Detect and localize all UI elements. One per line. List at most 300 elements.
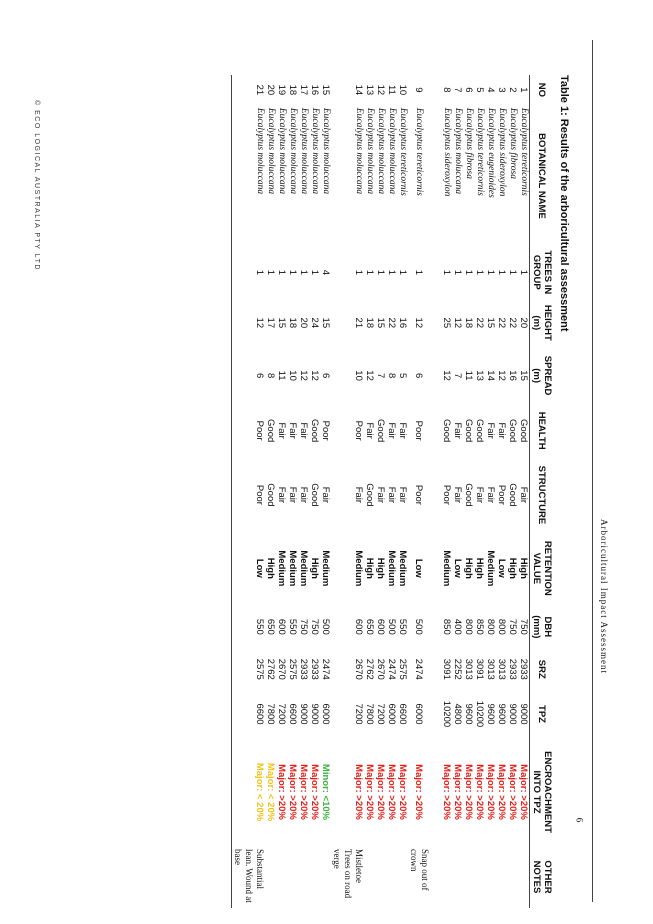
cell-tpz: 9600 [485, 703, 496, 725]
table-row [232, 75, 266, 908]
cell-srz: 2575 [287, 658, 298, 680]
cell-srz: 3013 [463, 658, 474, 680]
cell-group: 1 [364, 269, 375, 275]
cell-name: Eucalyptus moluccana [354, 107, 364, 195]
cell-group: 1 [413, 269, 425, 275]
cell-tpz [331, 690, 353, 738]
cell-structure: Fair [397, 486, 408, 504]
cell-srz: 2670 [353, 658, 364, 680]
cell-group: 1 [265, 269, 276, 275]
cell-enc: Major: >20% [287, 764, 298, 820]
cell-name: Eucalyptus moluccana [266, 107, 276, 195]
cell-health: Fair [276, 422, 287, 439]
cell-tpz: 6600 [397, 703, 408, 725]
cell-tpz: 6000 [413, 703, 425, 725]
col-retention: RETENTION VALUE [530, 532, 555, 605]
cell-srz: 2933 [309, 658, 320, 680]
cell-spread: 12 [496, 370, 507, 381]
table-row [287, 75, 298, 908]
cell-group: 4 [320, 269, 331, 275]
cell-dbh: 650 [265, 618, 276, 635]
cell-retention: Low [413, 558, 425, 578]
cell-notes [375, 846, 386, 908]
cell-no: 7 [452, 87, 463, 93]
cell-structure: Good [507, 483, 518, 507]
cell-dbh: 500 [320, 618, 331, 635]
cell-health: Fair [298, 422, 309, 439]
cell-dbh: 650 [364, 618, 375, 635]
cell-dbh: 600 [353, 618, 364, 635]
table-row [507, 75, 518, 908]
table-row [452, 75, 463, 908]
cell-structure: Fair [518, 486, 529, 504]
cell-retention: Medium [298, 550, 309, 587]
cell-enc: Major: >20% [276, 764, 287, 820]
cell-group: 1 [375, 269, 386, 275]
cell-retention: Medium [353, 550, 364, 587]
col-srz: SRZ [530, 649, 555, 690]
cell-health: Fair [485, 422, 496, 439]
cell-enc: Major: >20% [507, 764, 518, 820]
table-row [518, 75, 530, 908]
cell-notes [309, 846, 320, 908]
cell-dbh: 800 [496, 618, 507, 635]
cell-no: 8 [441, 87, 452, 93]
cell-tpz: 6000 [320, 703, 331, 725]
cell-tpz: 6600 [287, 703, 298, 725]
cell-name: Eucalyptus moluccana [365, 107, 375, 195]
cell-name: Eucalyptus moluccana [453, 107, 463, 195]
cell-dbh: 850 [474, 618, 485, 635]
cell-health: Good [441, 419, 452, 443]
cell-tpz: 9600 [496, 703, 507, 725]
cell-notes [320, 846, 331, 908]
table-row [276, 75, 287, 908]
cell-notes [276, 846, 287, 908]
cell-height: 22 [496, 317, 507, 329]
cell-no: 15 [320, 84, 331, 96]
cell-height: 12 [232, 298, 266, 348]
cell-srz [331, 649, 353, 690]
cell-enc: Major: >20% [364, 764, 375, 820]
col-height: HEIGHT (m) [530, 298, 555, 348]
cell-notes [397, 846, 408, 908]
cell-notes [452, 846, 463, 908]
cell-name: Eucalyptus moluccana [310, 107, 320, 195]
cell-dbh: 750 [518, 618, 529, 635]
cell-spread: 11 [276, 370, 287, 381]
cell-tpz [430, 690, 441, 738]
cell-height: 17 [265, 317, 276, 329]
cell-height: 22 [474, 317, 485, 329]
cell-height: 21 [353, 317, 364, 329]
cell-spread: 12 [298, 370, 309, 381]
cell-tpz: 7200 [375, 703, 386, 725]
cell-height: 22 [386, 317, 397, 329]
cell-notes [496, 846, 507, 908]
cell-structure: Fair [386, 486, 397, 504]
cell-structure: Fair [276, 486, 287, 504]
cell-spread: 14 [485, 370, 496, 381]
cell-srz: 2252 [452, 658, 463, 680]
cell-enc [430, 738, 441, 846]
cell-group: 1 [298, 269, 309, 275]
cell-no: 20 [265, 84, 276, 96]
cell-height: 12 [413, 317, 425, 329]
cell-group: 1 [276, 269, 287, 275]
col-other-notes: OTHER NOTES [530, 846, 555, 908]
cell-group: 1 [441, 269, 452, 275]
cell-notes [507, 846, 518, 908]
cell-retention: Medium [276, 550, 287, 587]
cell-group: 1 [232, 247, 266, 297]
table-row [386, 75, 397, 908]
cell-height: 15 [320, 317, 331, 329]
cell-group: 1 [386, 269, 397, 275]
cell-tpz: 9600 [463, 703, 474, 725]
cell-dbh: 750 [507, 618, 518, 635]
cell-no: 1 [518, 87, 529, 93]
cell-notes [485, 846, 496, 908]
cell-dbh: 600 [375, 618, 386, 635]
cell-height [331, 298, 353, 348]
cell-tpz: 7800 [364, 703, 375, 725]
cell-tpz: 7800 [265, 703, 276, 725]
cell-name: Eucalyptus moluccana [387, 107, 397, 195]
cell-group: 1 [309, 269, 320, 275]
cell-structure: Fair [474, 486, 485, 504]
cell-spread: 10 [353, 370, 364, 381]
cell-notes: Mistletoe [354, 848, 364, 883]
table-row [441, 75, 452, 908]
cell-notes [474, 846, 485, 908]
cell-health: Fair [386, 422, 397, 439]
cell-no: 17 [298, 84, 309, 96]
table-header-row [530, 75, 555, 908]
cell-spread: 7 [452, 372, 463, 379]
cell-structure: Fair [287, 486, 298, 504]
cell-srz: 2575 [232, 649, 266, 690]
cell-health: Poor [232, 403, 266, 458]
cell-spread: 6 [320, 372, 331, 379]
cell-height: 20 [518, 317, 529, 329]
cell-dbh: 600 [276, 618, 287, 635]
cell-enc: Major: < 20% [232, 738, 266, 846]
cell-enc: Major: >20% [375, 764, 386, 820]
cell-retention [430, 532, 441, 605]
cell-dbh: 400 [452, 618, 463, 635]
cell-height: 16 [397, 317, 408, 329]
cell-retention: High [375, 557, 386, 579]
cell-enc: Major: >20% [452, 764, 463, 820]
cell-dbh: 500 [386, 618, 397, 635]
col-trees-in-group: TREES IN GROUP [530, 247, 555, 297]
cell-height: 20 [298, 317, 309, 329]
cell-structure: Good [463, 483, 474, 507]
cell-height [430, 298, 441, 348]
cell-notes [364, 846, 375, 908]
cell-retention: Low [452, 558, 463, 578]
cell-structure [331, 458, 353, 531]
cell-group: 1 [452, 269, 463, 275]
cell-enc: Major: >20% [413, 764, 425, 820]
cell-health: Fair [287, 422, 298, 439]
cell-spread: 15 [518, 370, 529, 381]
cell-notes: Substantial lean. Wound at base [232, 846, 266, 908]
cell-structure: Good [364, 483, 375, 507]
cell-structure: Fair [353, 486, 364, 504]
cell-height: 12 [452, 317, 463, 329]
cell-health [331, 403, 353, 458]
cell-health: Poor [413, 420, 425, 441]
cell-retention: Medium [320, 550, 331, 587]
table-row [320, 75, 331, 908]
cell-enc: Major: >20% [518, 764, 529, 820]
cell-group: 1 [463, 269, 474, 275]
cell-enc: Major: >20% [298, 764, 309, 820]
table-row [353, 75, 364, 908]
cell-group: 1 [397, 269, 408, 275]
table-spacer-row [430, 75, 441, 908]
cell-structure: Fair [320, 486, 331, 504]
cell-srz: 3013 [485, 658, 496, 680]
cell-tpz: 6000 [386, 703, 397, 725]
cell-spread: 6 [413, 372, 425, 379]
cell-health: Fair [364, 422, 375, 439]
cell-tpz: 7200 [353, 703, 364, 725]
cell-height: 18 [287, 317, 298, 329]
cell-srz: 2474 [386, 658, 397, 680]
cell-structure: Poor [232, 458, 266, 531]
cell-dbh: 550 [397, 618, 408, 635]
cell-notes [463, 846, 474, 908]
cell-height: 15 [276, 317, 287, 329]
cell-retention: High [463, 557, 474, 579]
results-table [231, 75, 554, 908]
cell-spread: 7 [375, 372, 386, 379]
cell-health: Good [265, 419, 276, 443]
cell-spread: 12 [309, 370, 320, 381]
running-title: Arboricultural Impact Assessment [599, 519, 609, 674]
cell-enc: Major: < 20% [265, 762, 276, 822]
cell-group: 1 [518, 269, 529, 275]
table-row [485, 75, 496, 908]
cell-health: Poor [353, 420, 364, 441]
cell-enc: Major: >20% [309, 764, 320, 820]
cell-tpz: 7200 [276, 703, 287, 725]
cell-no: 9 [413, 87, 425, 93]
cell-spread: 11 [463, 370, 474, 381]
cell-notes [386, 846, 397, 908]
cell-retention: Medium [441, 550, 452, 587]
cell-tpz: 6600 [232, 690, 266, 738]
cell-no [430, 75, 441, 105]
cell-retention: Medium [397, 550, 408, 587]
page-number: 6 [574, 817, 585, 823]
cell-enc: Major: >20% [485, 764, 496, 820]
cell-srz: 3091 [474, 658, 485, 680]
cell-dbh: 500 [413, 618, 425, 635]
cell-dbh: 750 [298, 618, 309, 635]
table-row [309, 75, 320, 908]
cell-srz: 2670 [375, 658, 386, 680]
cell-retention: Medium [386, 550, 397, 587]
cell-no: 19 [276, 84, 287, 96]
cell-retention: Low [496, 558, 507, 578]
cell-health: Good [375, 419, 386, 443]
cell-notes [430, 846, 441, 908]
cell-no: 12 [375, 84, 386, 96]
cell-spread: 6 [232, 348, 266, 403]
cell-structure: Poor [413, 484, 425, 505]
cell-no: 21 [232, 75, 266, 105]
cell-name [430, 105, 441, 247]
cell-height: 18 [463, 317, 474, 329]
cell-dbh: 750 [309, 618, 320, 635]
table-row [408, 75, 430, 908]
cell-structure: Poor [441, 484, 452, 505]
cell-srz: 3013 [496, 658, 507, 680]
cell-notes: Snap out of crown [409, 848, 430, 891]
table-body [232, 75, 530, 908]
cell-structure: Fair [375, 486, 386, 504]
cell-name: Eucalyptus tereticornis [519, 107, 529, 196]
cell-name: Eucalyptus fibrosa [464, 107, 474, 179]
cell-spread: 12 [364, 370, 375, 381]
cell-tpz: 9000 [518, 703, 529, 725]
header-rule [592, 40, 593, 902]
cell-health [430, 403, 441, 458]
table-row [496, 75, 507, 908]
cell-structure: Fair [452, 486, 463, 504]
cell-retention: High [309, 557, 320, 579]
cell-enc: Major: >20% [463, 764, 474, 820]
cell-spread: 5 [397, 372, 408, 379]
cell-group: 1 [353, 269, 364, 275]
cell-name: Eucalyptus sideroxylon [497, 107, 507, 197]
table-row [375, 75, 386, 908]
cell-group: 1 [507, 269, 518, 275]
cell-srz: 2474 [320, 658, 331, 680]
cell-name: Eucalyptus moluccana [376, 107, 386, 195]
cell-no: 10 [397, 84, 408, 96]
cell-retention: High [474, 557, 485, 579]
cell-dbh: 550 [287, 618, 298, 635]
cell-retention: High [364, 557, 375, 579]
cell-no: 5 [474, 87, 485, 93]
cell-dbh: 850 [441, 618, 452, 635]
cell-srz: 2933 [298, 658, 309, 680]
cell-enc: Major: >20% [353, 764, 364, 820]
cell-tpz: 4800 [452, 703, 463, 725]
cell-height: 24 [309, 317, 320, 329]
cell-name: Eucalyptus moluccana [232, 105, 266, 247]
cell-group: 1 [287, 269, 298, 275]
cell-spread [331, 348, 353, 403]
cell-dbh: 800 [463, 618, 474, 635]
cell-retention [331, 532, 353, 605]
cell-srz: 2933 [507, 658, 518, 680]
cell-no: 13 [364, 84, 375, 96]
cell-health: Fair [452, 422, 463, 439]
cell-tpz: 9000 [309, 703, 320, 725]
cell-enc: Major: >20% [386, 764, 397, 820]
cell-retention: Medium [485, 550, 496, 587]
cell-height: 18 [364, 317, 375, 329]
col-botanical-name: BOTANICAL NAME [530, 105, 555, 247]
cell-group: 1 [485, 269, 496, 275]
cell-dbh [331, 605, 353, 649]
cell-dbh: 550 [232, 605, 266, 649]
cell-retention: Medium [287, 550, 298, 587]
cell-health: Good [518, 419, 529, 443]
cell-retention: High [265, 557, 276, 579]
cell-structure: Good [265, 483, 276, 507]
cell-name: Eucalyptus moluccana [288, 107, 298, 195]
cell-health: Fair [397, 422, 408, 439]
table-row [298, 75, 309, 908]
cell-spread: 10 [287, 370, 298, 381]
cell-tpz: 9000 [507, 703, 518, 725]
cell-srz: 2670 [276, 658, 287, 680]
col-dbh: DBH (mm) [530, 605, 555, 649]
cell-no: 11 [386, 84, 397, 95]
cell-srz: 3091 [441, 658, 452, 680]
cell-dbh: 800 [485, 618, 496, 635]
cell-no: 2 [507, 87, 518, 93]
cell-dbh [430, 605, 441, 649]
cell-name: Eucalyptus sideroxylon [442, 107, 452, 197]
cell-retention: Low [232, 532, 266, 605]
cell-name: Eucalyptus eugenioides [486, 107, 496, 198]
cell-notes [518, 846, 530, 908]
col-structure: STRUCTURE [530, 458, 555, 531]
cell-height: 22 [507, 317, 518, 329]
cell-tpz: 9000 [298, 703, 309, 725]
cell-srz: 2762 [265, 658, 276, 680]
cell-retention: High [507, 557, 518, 579]
cell-name: Eucalyptus tereticornis [414, 107, 425, 196]
col-tpz: TPZ [530, 690, 555, 738]
cell-notes [265, 846, 276, 908]
cell-health: Good [474, 419, 485, 443]
cell-height: 25 [441, 317, 452, 329]
cell-notes [287, 846, 298, 908]
cell-name: Eucalyptus moluccana [321, 107, 331, 195]
cell-structure: Good [309, 483, 320, 507]
table-row [474, 75, 485, 908]
cell-srz: 2762 [364, 658, 375, 680]
cell-srz [430, 649, 441, 690]
cell-enc: Minor: <10% [320, 763, 331, 821]
col-no: NO [530, 75, 555, 105]
cell-spread: 8 [386, 372, 397, 379]
col-health: HEALTH [530, 403, 555, 458]
cell-no [331, 75, 353, 105]
cell-notes [441, 846, 452, 908]
cell-name: Eucalyptus tereticornis [475, 107, 485, 196]
cell-enc: Major: >20% [474, 764, 485, 820]
cell-no: 16 [309, 84, 320, 96]
cell-enc [331, 738, 353, 846]
cell-no: 6 [463, 87, 474, 93]
cell-structure: Poor [496, 484, 507, 505]
cell-health: Poor [320, 420, 331, 441]
cell-height: 15 [485, 317, 496, 329]
cell-health: Good [309, 419, 320, 443]
cell-tpz: 10200 [441, 700, 452, 728]
cell-structure: Fair [298, 486, 309, 504]
